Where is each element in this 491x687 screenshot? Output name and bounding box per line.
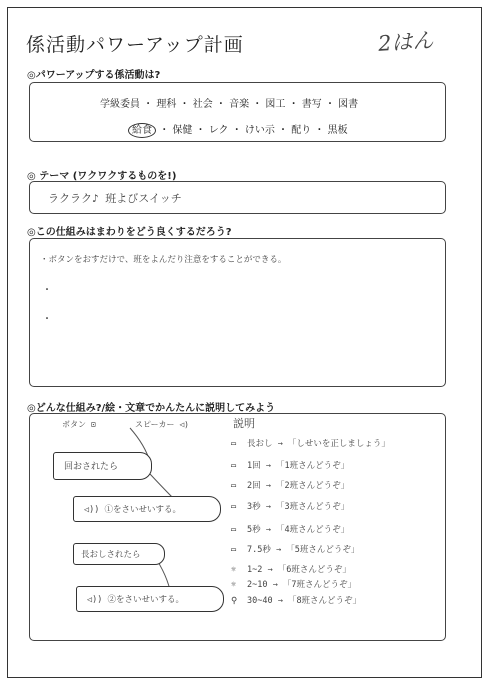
benefit-bullet-2: ・ (42, 285, 52, 296)
activity-options-row2-rest: ・ 保健 ・ レク ・ けい示 ・ 配り ・ 黒板 (159, 125, 348, 136)
explanation-text: 2~10 → 「7班さんどうぞ」 (247, 580, 356, 590)
question-benefit-label: ◎この仕組みはまわりをどう良くするだろう? (27, 227, 232, 238)
explanation-item (231, 500, 349, 512)
banner-play-1-text: ◁)) ①をさいせいする。 (84, 505, 181, 515)
benefit-answer-box (29, 238, 446, 387)
button-icon: ▭ (231, 481, 237, 491)
activity-options-row1: 学級委員 ・ 理科 ・ 社会 ・ 音楽 ・ 図工 ・ 書写 ・ 図書 (100, 99, 359, 110)
sun-icon: ☼ (231, 580, 237, 590)
group-label: 2はん (377, 28, 435, 56)
speaker-label (135, 419, 189, 430)
button-icon: ⊡ (90, 420, 96, 429)
banner-pressed-text: 回おされたら (64, 462, 119, 472)
speaker-label-text: スピーカー (135, 420, 175, 429)
explanation-text: 1回 → 「1班さんどうぞ」 (247, 461, 350, 471)
explanation-title: 説明 (233, 417, 255, 430)
explanation-item (231, 479, 349, 491)
explanation-text: 5秒 → 「4班さんどうぞ」 (247, 525, 350, 535)
explanation-text: 2回 → 「2班さんどうぞ」 (247, 481, 350, 491)
explanation-item (231, 543, 359, 555)
button-label-text: ボタン (62, 420, 86, 429)
worksheet-title: 係活動パワーアップ計画 (26, 34, 244, 56)
explanation-item (231, 523, 349, 535)
benefit-bullet-3: ・ (42, 314, 52, 325)
banner-play-1 (73, 496, 221, 522)
button-icon: ▭ (231, 525, 237, 535)
pin-icon: ⚲ (231, 596, 238, 606)
activity-options-row2 (128, 121, 348, 136)
button-label (62, 419, 96, 430)
explanation-item (231, 459, 349, 471)
question-mechanism-label: ◎どんな仕組み?/絵・文章でかんたんに説明してみよう (27, 403, 276, 414)
question-theme-label: ◎ テーマ (ワクワクするものを!) (27, 171, 177, 182)
explanation-text: 長おし → 「しせいを正しましょう」 (247, 439, 390, 449)
button-icon: ▭ (231, 545, 237, 555)
button-icon: ▭ (231, 461, 237, 471)
explanation-text: 1~2 → 「6班さんどうぞ」 (247, 565, 351, 575)
selected-activity: 給食 (128, 123, 156, 138)
explanation-item (231, 437, 390, 449)
explanation-text: 7.5秒 → 「5班さんどうぞ」 (247, 545, 360, 555)
explanation-item (231, 578, 356, 590)
question-activity-label: ◎パワーアップする係活動は? (27, 70, 161, 81)
explanation-text: 3秒 → 「3班さんどうぞ」 (247, 502, 350, 512)
theme-answer: ラクラク♪ 班よびスイッチ (48, 192, 182, 205)
activity-options-box (29, 82, 446, 142)
speaker-icon: ◁) (179, 420, 189, 429)
banner-long-press (73, 543, 165, 565)
theme-answer-box (29, 181, 446, 214)
banner-long-press-text: 長おしされたら (81, 550, 141, 560)
banner-pressed (53, 452, 152, 480)
explanation-text: 30~40 → 「8班さんどうぞ」 (247, 596, 362, 606)
benefit-answer: ・ボタンをおすだけで、班をよんだり注意をすることができる。 (40, 255, 287, 265)
banner-play-2-text: ◁)) ②をさいせいする。 (87, 595, 184, 605)
button-icon: ▭ (231, 439, 237, 449)
sun-icon: ☼ (231, 565, 237, 575)
banner-play-2 (76, 586, 224, 612)
button-icon: ▭ (231, 502, 237, 512)
explanation-item (231, 563, 351, 575)
explanation-item (231, 594, 361, 606)
